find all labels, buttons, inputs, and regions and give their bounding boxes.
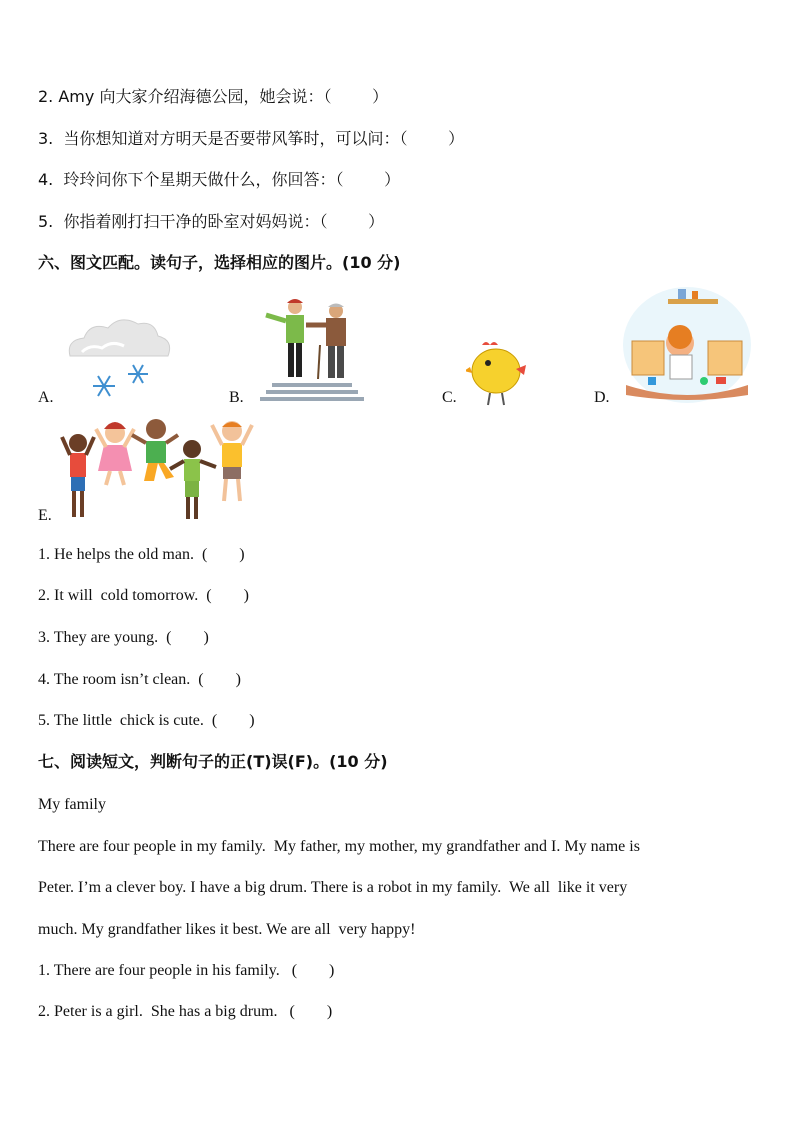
- question-item: 5. The little chick is cute. ( ): [38, 712, 255, 729]
- passage-title: My family: [38, 796, 106, 813]
- passage-line: much. My grandfather likes it best. We are all very happy!: [38, 921, 416, 938]
- helping-old-man-picture: [258, 295, 368, 403]
- passage-line: There are four people in my family. My father, my mother, my grandfather and I. My name is: [38, 838, 640, 855]
- question-item: 3. They are young. ( ): [38, 629, 209, 646]
- cloud-snow-picture: [62, 312, 177, 404]
- question-item: 2. Peter is a girl. She has a big drum. ( ): [38, 1003, 333, 1020]
- section-heading: 六、图文匹配。读句子，选择相应的图片。(10 分): [38, 253, 401, 272]
- option-label: B.: [229, 389, 244, 406]
- option-label: C.: [442, 389, 457, 406]
- question-item: 4. The room isn’t clean. ( ): [38, 671, 241, 688]
- question-item: 2. It will cold tomorrow. ( ): [38, 587, 249, 604]
- question-item: 4. 玲玲问你下个星期天做什么，你回答：（ ）: [38, 170, 401, 189]
- chick-picture: [466, 339, 530, 407]
- option-label: E.: [38, 507, 52, 524]
- question-item: 1. He helps the old man. ( ): [38, 546, 245, 563]
- messy-room-picture: [620, 285, 755, 405]
- happy-kids-picture: [60, 413, 255, 523]
- question-item: 3. 当你想知道对方明天是否要带风筝时，可以问：（ ）: [38, 129, 465, 148]
- section-heading: 七、阅读短文，判断句子的正(T)误(F)。(10 分): [38, 752, 388, 771]
- question-item: 2. Amy 向大家介绍海德公园，她会说：（ ）: [38, 87, 389, 106]
- question-item: 1. There are four people in his family. ( ): [38, 962, 335, 979]
- passage-line: Peter. I’m a clever boy. I have a big drum. There is a robot in my family. We all like it very: [38, 879, 628, 896]
- option-label: A.: [38, 389, 54, 406]
- question-item: 5. 你指着刚打扫干净的卧室对妈妈说：（ ）: [38, 212, 385, 231]
- option-label: D.: [594, 389, 610, 406]
